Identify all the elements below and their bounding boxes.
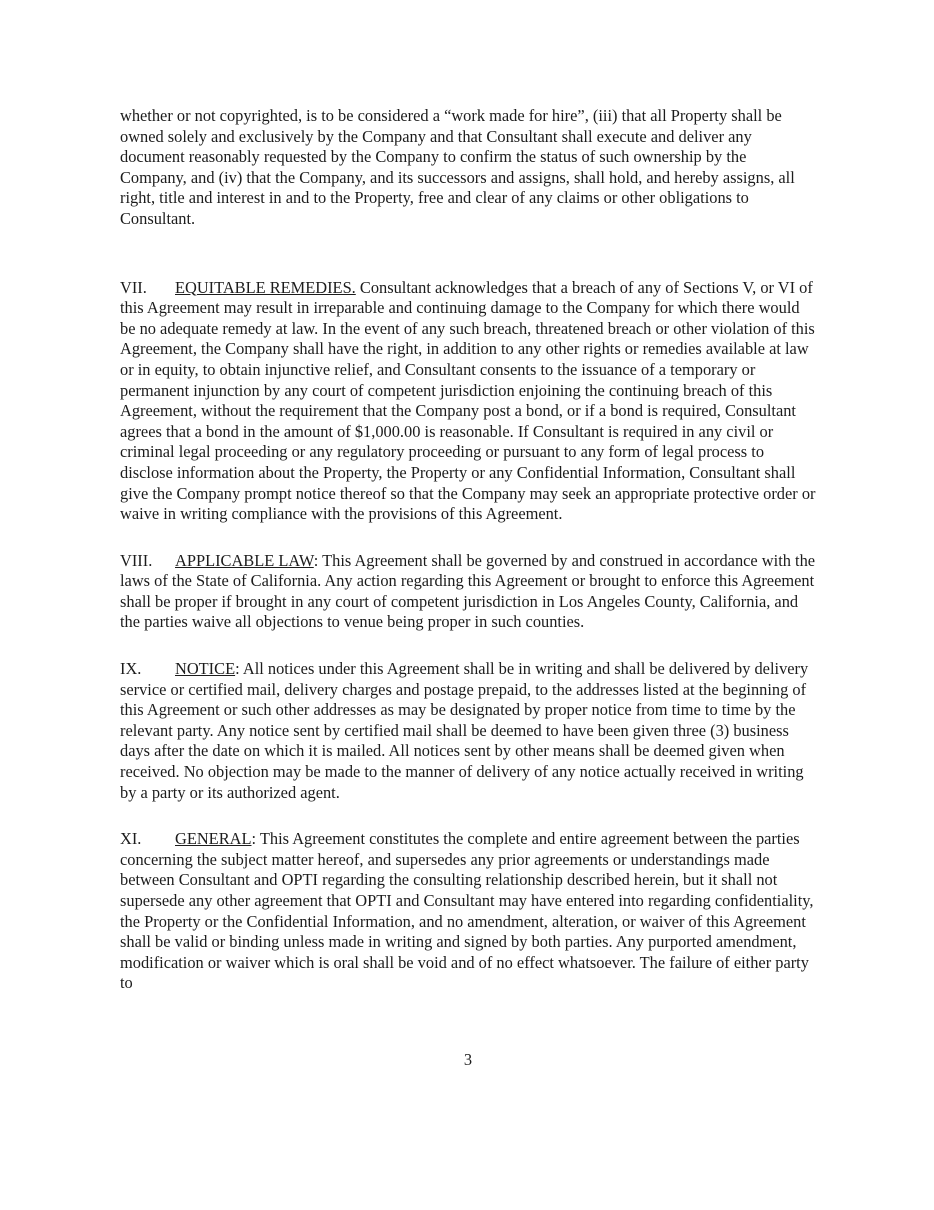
section-xi-heading: GENERAL [175,829,252,849]
section-ix-number: IX. [120,659,142,679]
section-ix-separator: : [235,659,240,679]
section-vii-heading: EQUITABLE REMEDIES. [175,277,356,297]
section-viii-separator: : [313,550,319,570]
section-vii-paragraph [120,278,816,525]
section-xi-separator: : [251,829,257,849]
section-ix-body: All notices under this Agreement shall be in writing and shall be delivered by delivery service or certified mail, delivery charges and postage prepaid, to the addresses listed at the beginning of this Agreement or such other addresses as may be designated by proper notice from time to time by the relevant party. Any notice sent by certified mail shall be deemed to have been given three (3) business days after the date on which it is mailed. All notices sent by other means shall be deemed given when received. No objection may be made to the manner of delivery of any notice actually received in writing by a party or its authorized agent. [120,659,809,802]
page-footer [120,1050,816,1071]
section-vii-number: VII. [120,277,147,297]
section-viii-body: This Agreement shall be governed by and construed in accordance with the laws of the State of California. Any action regarding this Agreement or brought to enforce this Agreement shall be proper if brought in any court of competent jurisdiction in Los Angeles County, California, and the parties waive all objections to venue being proper in such counties. [120,550,816,632]
section-ix-paragraph [120,659,816,803]
section-xi-paragraph [120,829,816,994]
section-viii-heading: APPLICABLE LAW [175,550,314,570]
section-vii-body: Consultant acknowledges that a breach of any of Sections V, or VI of this Agreement may result in irreparable and continuing damage to the Company for which there would be no adequate remedy at law. In the event of any such breach, threatened breach or other violation of this Agreement, the Company shall have the right, in addition to any other rights or remedies available at law or in equity, to obtain injunctive relief, and Consultant consents to the issuance of a temporary or permanent injunction by any court of competent jurisdiction enjoining the continuing breach of this Agreement, without the requirement that the Company post a bond, or if a bond is required, Consultant agrees that a bond in the amount of $1,000.00 is reasonable. If Consultant is required in any civil or criminal legal proceeding or any regulatory proceeding or pursuant to any form of legal process to disclose information about the Property, the Property or any Confidential Information, Consultant shall give the Company prompt notice thereof so that the Company may seek an appropriate protective order or waive in writing compliance with the provisions of this Agreement. [120,277,816,524]
section-xi-number: XI. [120,829,142,849]
section-viii-paragraph [120,551,816,633]
page-number: 3 [463,1049,473,1069]
continuation-paragraph [120,106,816,230]
section-xi-body: This Agreement constitutes the complete and entire agreement between the parties concerning the subject matter hereof, and supersedes any prior agreements or understandings made between Consultant and OPTI regarding the consulting relationship described herein, but it shall not supersede any other agreement that OPTI and Consultant may have entered into regarding confidentiality, the Property or the Confidential Information, and no amendment, alteration, or waiver of this Agreement shall be valid or binding unless made in writing and signed by both parties. Any purported amendment, modification or waiver which is oral shall be void and of no effect whatsoever. The failure of either party to [120,829,814,993]
section-ix-heading: NOTICE [175,659,236,679]
section-viii-number: VIII. [120,550,153,570]
continuation-paragraph-text: whether or not copyrighted, is to be considered a “work made for hire”, (iii) that all Property shall be owned solely and exclusively by the Company and that Consultant shall execute and deliver any document reasonably requested by the Company to confirm the status of such ownership by the Company, and (iv) that the Company, and its successors and assigns, shall hold, and hereby assigns, all right, title and interest in and to the Property, free and clear of any claims or other obligations to Consultant. [120,106,795,228]
